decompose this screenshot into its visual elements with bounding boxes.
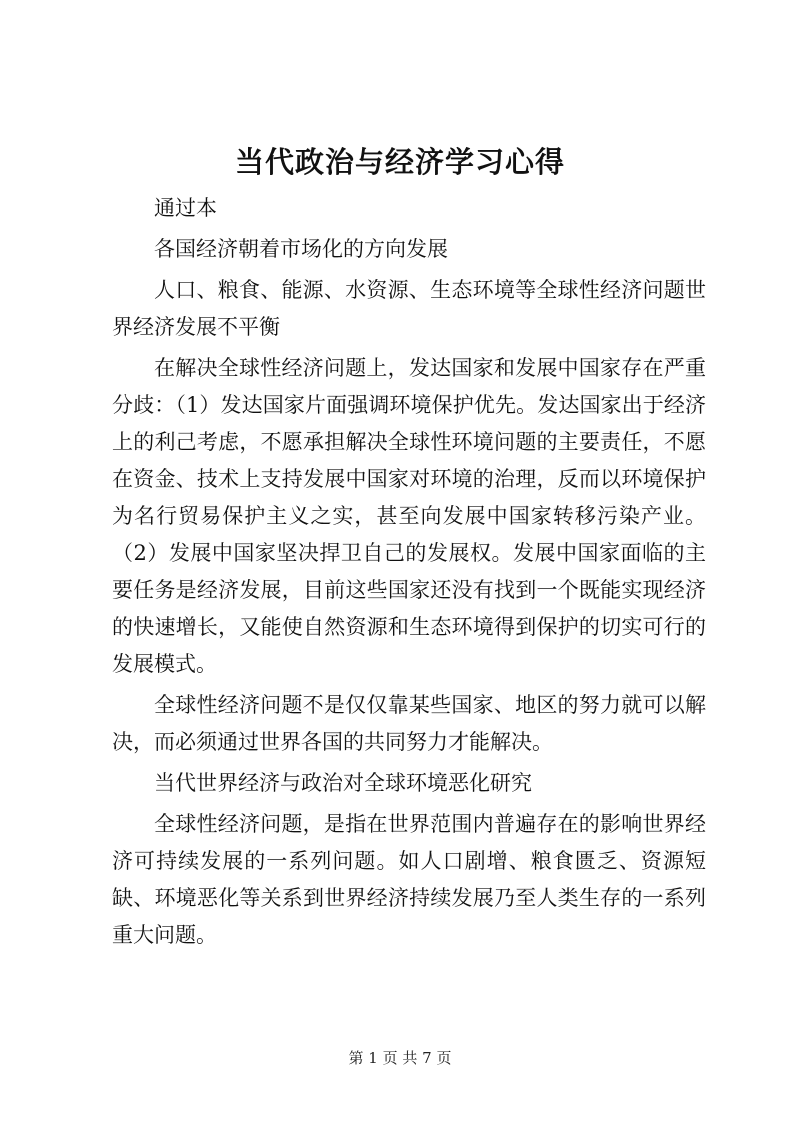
document-title: 当代政治与经济学习心得 [234,145,565,179]
paragraph-definition: 全球性经济问题，是指在世界范围内普遍存在的影响世界经济可持续发展的一系列问题。如人口剧增、粮食匮乏、资源短缺、环境恶化等关系到世界经济持续发展乃至人类生存的一系列重大问题。 [112,812,706,947]
page-footer: 第 1 页 共 7 页 [348,1049,452,1067]
paragraph-intro: 通过本 [154,196,217,220]
document-body [112,190,706,958]
paragraph-disagreement: 在解决全球性经济问题上，发达国家和发展中国家存在严重分歧：（1）发达国家片面强调环境保护优先。发达国家出于经济上的利己考虑，不愿承担解决全球性环境问题的主要责任，不愿在资金、技术上支持发展中国家对环境的治理，反而以环境保护为名行贸易保护主义之实，甚至向发展中国家转移污染产业。（2）发展中国家坚决捍卫自己的发展权。发展中国家面临的主要任务是经济发展，目前这些国家还没有找到一个既能实现经济的快速增长，又能使自然资源和生态环境得到保护的切实可行的发展模式。 [112,356,706,676]
paragraph-global-issues: 人口、粮食、能源、水资源、生态环境等全球性经济问题世界经济发展不平衡 [112,278,706,339]
paragraph-cooperation: 全球性经济问题不是仅仅靠某些国家、地区的努力就可以解决，而必须通过世界各国的共同努力才能解决。 [112,693,706,754]
paragraph-environment-research: 当代世界经济与政治对全球环境恶化研究 [154,771,532,795]
paragraph-market-economy: 各国经济朝着市场化的方向发展 [154,237,448,261]
